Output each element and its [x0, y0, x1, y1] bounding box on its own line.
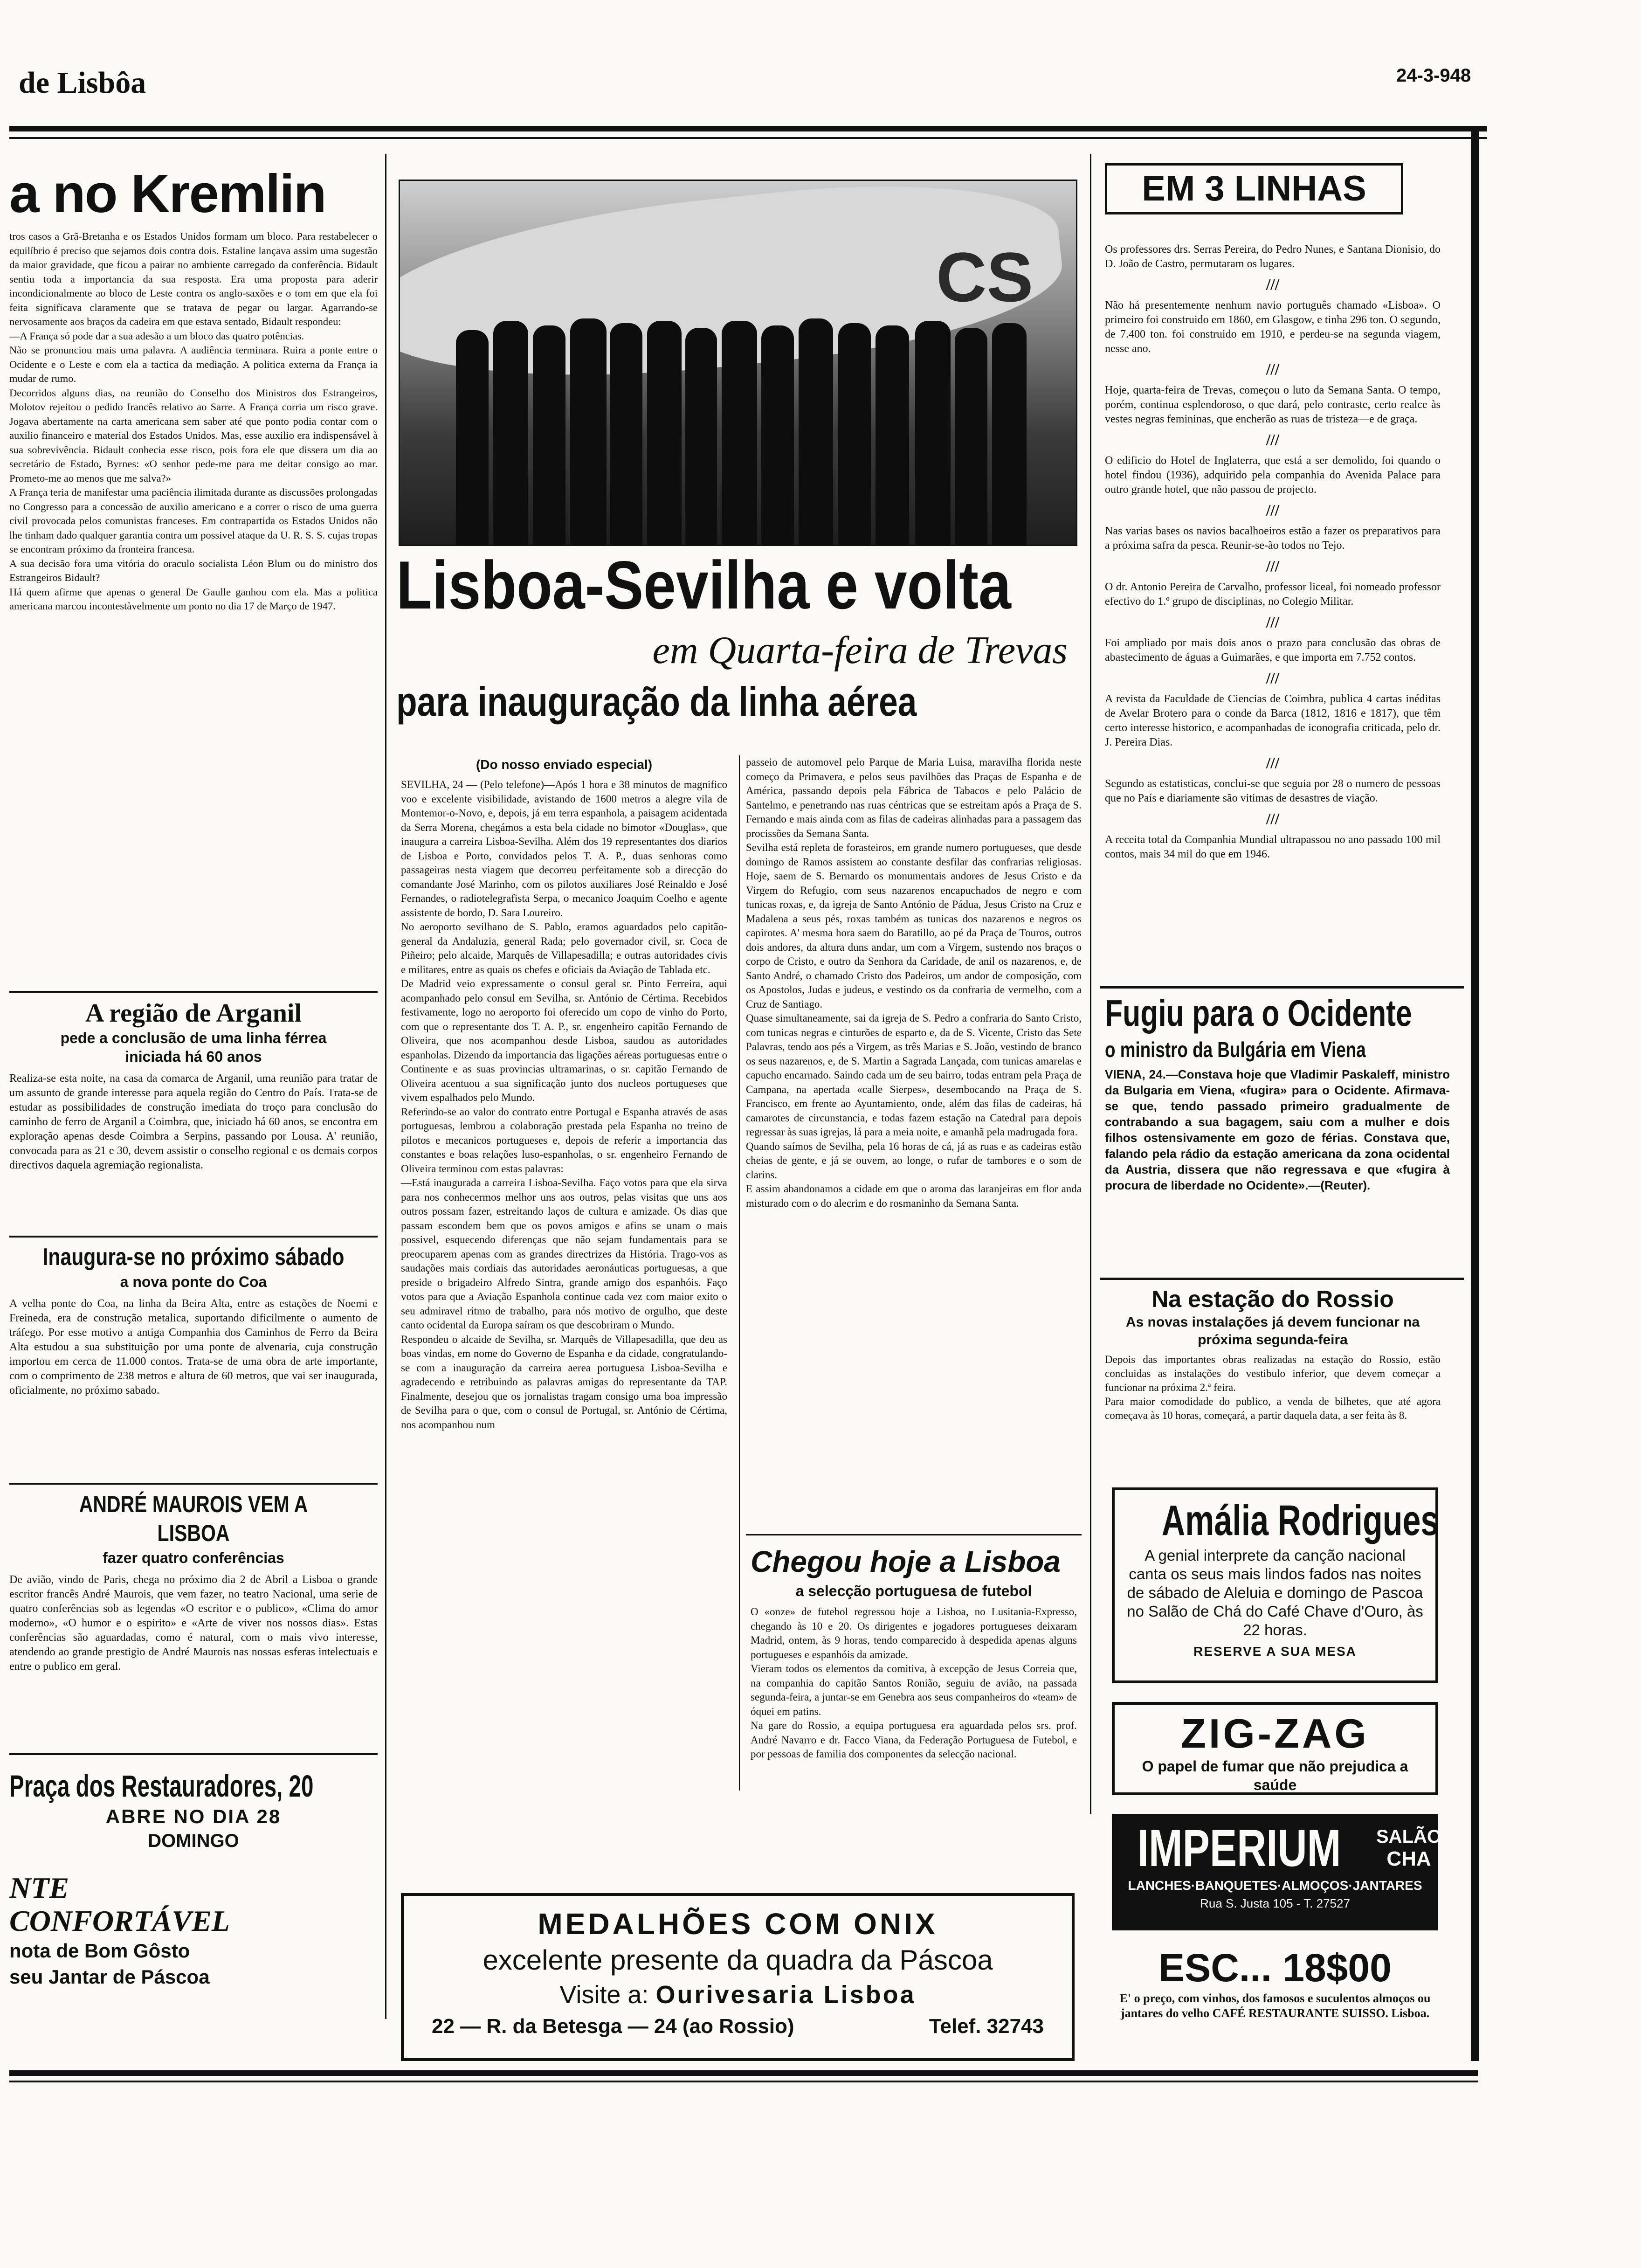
rossio-body: Depois das importantes obras realizadas na estação do Rossio, estão concluidas as instalações do vestibulo inferior, que devem começar a funcionar na próxima 2.ª feira. Para maior comodidade do publico, a venda de bilhetes, que até agora começava às 10 horas, começará, a partir daquela data, a ser feita às 8. — [1105, 1354, 1441, 1421]
right-edge-bar — [1471, 126, 1479, 2061]
chegou-article — [751, 1543, 1077, 1762]
divider — [746, 1534, 1082, 1535]
separator: /// — [1266, 810, 1280, 828]
amalia-title: Amália Rodrigues — [1161, 1497, 1439, 1544]
masthead-section: de Lisbôa — [19, 66, 146, 100]
esc-ad — [1112, 1944, 1438, 2021]
main-byline: (Do nosso enviado especial) — [476, 757, 653, 772]
restauradores-line7: seu Jantar de Páscoa — [9, 1966, 210, 1988]
em3linhas-item: Foi ampliado por mais dois anos o prazo para conclusão das obras de abastecimento de águas a Guimarães, e que importa em 7.752 contos. — [1105, 637, 1441, 664]
main-title: Lisboa-Sevilha e volta — [396, 547, 1011, 623]
main-subhead-italic: em Quarta-feira de Trevas — [652, 629, 1068, 672]
chegou-headline: Chegou hoje a Lisboa — [751, 1545, 1061, 1578]
coa-headline: Inaugura-se no próximo sábado — [42, 1244, 345, 1271]
separator: /// — [1266, 431, 1280, 449]
em3linhas-list — [1105, 242, 1441, 862]
zigzag-ad — [1112, 1702, 1438, 1795]
imperium-ad — [1112, 1814, 1441, 1930]
medalhoes-shop-name: Ourivesaria Lisboa — [655, 1981, 916, 2009]
kremlin-headline: a no Kremlin — [9, 163, 326, 224]
separator: /// — [1266, 276, 1280, 293]
em3linhas-item: Os professores drs. Serras Pereira, do Pedro Nunes, e Santana Dionisio, do D. João de Castro, permutaram os lugares. — [1105, 243, 1441, 270]
coa-subhead: a nova ponte do Coa — [120, 1273, 267, 1290]
rossio-subhead: As novas instalações já devem funcionar na próxima segunda-feira — [1125, 1314, 1420, 1348]
divider — [9, 1753, 378, 1755]
amalia-body: A genial interprete da canção nacional canta os seus mais lindos fados nas noites de sábado de Aleluia e domingo de Pascoa no Salão de Chá do Café Chave d'Ouro, às 22 horas. — [1127, 1547, 1423, 1639]
arganil-body: Realiza-se esta noite, na casa da comarca de Arganil, uma reunião para tratar de um assunto de grande interesse para aquela região do Centro do País. Trata-se de estudar as possibilidades de construção imediata do troço para conclusão do caminho de ferro de Arganil a Coimbra, que, iniciado há 60 anos, se encontra em exploração apenas desde Coimbra a Serpins, passando por Lousa. A' reunião, convocada para as 21 e 30, devem assistir o conselho regional e os demais corpos directivos daquela agremiação regionalista. — [9, 1072, 378, 1171]
medalhoes-title: MEDALHÕES COM ONIX — [538, 1907, 938, 1941]
restauradores-opening: ABRE NO DIA 28 — [105, 1805, 282, 1827]
bottom-rule-thin — [9, 2081, 1478, 2082]
separator: /// — [1266, 754, 1280, 772]
em3linhas-item: Nas varias bases os navios bacalhoeiros estão a fazer os preparativos para a próxima safra da pesca. Reunir-se-ão todos no Tejo. — [1105, 525, 1441, 552]
restauradores-title: Praça dos Restauradores, 20 — [9, 1769, 314, 1803]
separator: /// — [1266, 614, 1280, 631]
restauradores-line5: CONFORTÁVEL — [9, 1904, 230, 1937]
chegou-body: O «onze» de futebol regressou hoje a Lisboa, no Lusitania-Expresso, chegando às 10 e 20. Os dirigentes e jogadores portugueses deixaram Madrid, ontem, às 9 horas, tendo comparecido à despedida apenas alguns portugueses e espanhóis da amizade. Vieram todos os elementos da comitiva, à excepção de Jesus Correia que, na companhia do capitão Santos Ronião, seguiu de avião, na passada segunda-feira, a juntar-se em Genebra aos seus companheiros do «team» de óquei em patins. Na gare do Rossio, a equipa portuguesa era aguardada pelos srs. prof. André Navarro e dr. Facco Viana, da Federação Portuguesa de Futebol, e por pessoas de familia dos componentes da selecção nacional. — [751, 1606, 1077, 1760]
zigzag-title: ZIG-ZAG — [1181, 1710, 1369, 1756]
aircraft-marking: CS — [936, 238, 1034, 316]
rossio-headline: Na estação do Rossio — [1151, 1286, 1394, 1312]
esc-title: ESC... 18$00 — [1158, 1946, 1392, 1990]
amalia-footer: RESERVE A SUA MESA — [1193, 1644, 1357, 1659]
divider — [9, 1483, 378, 1485]
column-rule — [385, 154, 386, 2019]
coa-article — [9, 1243, 378, 1398]
fugiu-article — [1105, 991, 1450, 1193]
em3linhas-item: Segundo as estatisticas, conclui-se que seguia por 28 o numero de pessoas que no País e diariamente são vitimas de desastres de viação. — [1105, 778, 1441, 804]
imperium-services: LANCHES·BANQUETES·ALMOÇOS·JANTARES — [1128, 1878, 1422, 1893]
fugiu-body: VIENA, 24.—Constava hoje que Vladimir Paskaleff, ministro da Bulgaria em Viena, «fugira» para o Ocidente. Afirmava-se que, tendo passado primeiro gradualmente de contrabando a sua bagagem, saiu com a mulher e dois filhos ostensivamente em gozo de férias. Constava que, falando pela rádio da estação americana da zona ocidental da Austria, dissera que não regressava e que «fugira à procura de liberdade no Ocidente».—(Reuter). — [1105, 1067, 1450, 1192]
fugiu-headline: Fugiu para o Ocidente — [1105, 992, 1412, 1034]
main-article — [401, 755, 1082, 1432]
em3linhas-item: A revista da Faculdade de Ciencias de Coimbra, publica 4 cartas inéditas de Avelar Brotero para o conde da Barca (1812, 1816 e 1817), que têm certo interesse historico, e acompanhadas de iconografia criticada, pelo dr. J. Pereira Dias. — [1105, 693, 1441, 748]
top-rule — [9, 126, 1487, 131]
rossio-article — [1105, 1285, 1441, 1423]
arganil-headline: A região de Arganil — [85, 999, 302, 1028]
divider — [1100, 986, 1464, 989]
restauradores-ad — [9, 1767, 378, 1990]
medalhoes-visit — [432, 1978, 1044, 2012]
maurois-article — [9, 1490, 378, 1674]
medalhoes-tagline: excelente presente da quadra da Páscoa — [483, 1944, 993, 1976]
em3linhas-title-box — [1105, 163, 1403, 214]
em3linhas-item: A receita total da Companhia Mundial ultrapassou no ano passado 100 mil contos, mais 34 mil do que em 1946. — [1105, 834, 1441, 860]
aircraft-photo — [399, 180, 1077, 546]
em3linhas-item: Hoje, quarta-feira de Trevas, começou o luto da Semana Santa. O tempo, porém, continua esplendoroso, o que dará, pelo contraste, certo realce às vestes negras femininas, que encherão as ruas de tristeza—e de graça. — [1105, 384, 1441, 425]
medalhoes-visit-label: Visite a: — [559, 1981, 649, 2009]
coa-body: A velha ponte do Coa, na linha da Beira Alta, entre as estações de Noemi e Freineda, era de construção metalica, suportando dificilmente o aumento de tráfego. Por esse motivo a antiga Companhia dos Caminhos de Ferro da Beira Alta estudou a sua substituição por uma ponte de alvenaria, cuja construção importou em cerca de 11.000 contos. Trata-se de uma obra de arte importante, com o comprimento de 238 metros e altura de 60 metros, que vai ser inaugurada, oficialmente, no próximo sabado. — [9, 1298, 378, 1397]
masthead-date: 24-3-948 — [1396, 65, 1471, 86]
separator: /// — [1266, 361, 1280, 378]
kremlin-article — [9, 163, 378, 614]
medalhoes-address: 22 — R. da Betesga — 24 (ao Rossio) — [432, 2015, 794, 2038]
imperium-salao: SALÃO — [1376, 1826, 1441, 1847]
medalhoes-phone: Telef. 32743 — [929, 2015, 1044, 2038]
restauradores-line4: NTE — [9, 1871, 69, 1904]
imperium-address: Rua S. Justa 105 - T. 27527 — [1200, 1896, 1350, 1910]
chegou-subhead: a selecção portuguesa de futebol — [795, 1583, 1032, 1599]
column-rule — [1090, 154, 1091, 1814]
em3linhas-title: EM 3 LINHAS — [1142, 169, 1366, 208]
top-rule-thin — [9, 137, 1487, 139]
separator: /// — [1266, 558, 1280, 575]
main-subhead-bold: para inauguração da linha aérea — [396, 678, 917, 725]
em3linhas-item: O edificio do Hotel de Inglaterra, que está a ser demolido, foi quando o hotel findou (1936), adquirido pela companhia do Avenida Palace para outro grande hotel, que não passou de projecto. — [1105, 455, 1441, 496]
main-body-col1: SEVILHA, 24 — (Pelo telefone)—Após 1 hora e 38 minutos de magnifico voo e excelente visibilidade, avistando de 1600 metros a alegre vila de Montemor-o-Novo, e, depois, já em terra espanhola, a paisagem acidentada da Serra Morena, chegámos a esta bela cidade no bimotor «Douglas», que inaugura a carreira Lisboa-Sevilha. Além dos 19 representantes dos diarios de Lisboa e Porto, convidados pelos T. A. P., duas senhoras como passageiras nesta viagem que decorreu perfeitamente sob a direcção do comandante José Marinho, com os pilotos auxiliares José Reinaldo e José Fernandes, o radiotelegrafista Serpa, o mecanico Joaquim Coelho e agente assistente de bordo, D. Sara Loureiro. No aeroporto sevilhano de S. Pablo, eramos aguardados pelo capitão-general da Andaluzia, general Rada; pelo governador civil, sr. Coca de Piñeiro; pelo alcaide, Marquês de Villapesadilla; e outras autoridades civis e militares, entre as quais os chefes e oficiais da Aviação de Tablada etc. De Madrid veio expressamente o consul geral sr. Pinto Ferreira, aqui acompanhado pelo consul em Sevilha, sr. António de Cértima. Recebidos festivamente, logo no aeroporto foi oferecido um copo de vinho do Porto, com que o representante dos T. A. P., sr. engenheiro capitão Fernando de Oliveira, que nos acompanhou desde Lisboa, saudou as autoridades espanholas. Dizendo da importancia das ligações aéreas portuguesas entre o Continente e as suas provincias ultramarinas, o sr. capitão Fernando de Oliveira acentuou a sua significação junto dos nucleos portugueses que vivem espalhados pelo Mundo. Referindo-se ao valor do contrato entre Portugal e Espanha através de asas portuguesas, lembrou a colaboração prestada pela Espanha no treino de pilotos e mecanicos portugueses e, depois de referir a importancia das constantes e boas relações luso-espanholas, o sr. engenheiro Fernando de Oliveira terminou com estas palavras: —Está inaugurada a carreira Lisboa-Sevilha. Faço votos para que ela sirva para nos conhecermos melhor uns aos outros, pelas visitas que uns aos outros possam fazer, estreitando laços de cultura e amizade. Os dias que passam escondem bem que os povos amigos e afins se unam o mais possivel, esquecendo diferenças que não sejam fundamentais para se preocuparem apenas com as grandes directrizes da História. Trago-vos as saudações mais cordiais das autoridades aeronáuticas portuguesas, a que preside o brigadeiro Alfredo Sintra, grande amigo dos espanhóis. Faço votos para que a Aviação Espanhola continue cada vez com maior exito o seu admiravel ritmo de trabalho, para nós motivo de orgulho, que deste canto ocidental da Europa saíram os que descobriram o Mundo. Respondeu o alcaide de Sevilha, sr. Marquês de Villapesadilla, que deu as boas vindas, em nome do Governo de Espanha e da cidade, congratulando-se com a inauguração da carreira aerea portuguesa Lisboa-Sevilha e agradecendo e retribuindo as palavras amigas do representante da TAP. Finalmente, desejou que os jornalistas tragam consigo uma boa impressão de Sevilha para o que, com o consul de Portugal, sr. António de Cértima, nos acompanhou num — [401, 779, 727, 1431]
maurois-headline: ANDRÉ MAUROIS VEM A LISBOA — [79, 1491, 308, 1546]
fugiu-subhead: o ministro da Bulgária em Viena — [1105, 1037, 1366, 1062]
restauradores-line6: nota de Bom Gôsto — [9, 1940, 190, 1962]
divider — [9, 1236, 378, 1238]
esc-body: E' o preço, com vinhos, dos famosos e suculentos almoços ou jantares do velho CAFÉ RESTAURANTE SUISSO. Lisboa. — [1119, 1991, 1431, 2020]
restauradores-day: DOMINGO — [148, 1831, 239, 1851]
arganil-article — [9, 998, 378, 1173]
em3linhas-item: O dr. Antonio Pereira de Carvalho, professor liceal, foi nomeado professor efectivo do 1.º grupo de disciplinas, no Colegio Militar. — [1105, 581, 1441, 608]
zigzag-body: O papel de fumar que não prejudica a saúde — [1142, 1758, 1408, 1793]
em3linhas-item: Não há presentemente nenhum navio português chamado «Lisboa». O primeiro foi construido em 1860, em Glasgow, e tinha 296 ton. O segundo, de 7.400 ton. foi construido em 1910, e perdeu-se na segunda viagem, nesse ano. — [1105, 299, 1441, 355]
imperium-title: IMPERIUM — [1137, 1819, 1341, 1877]
main-headline — [396, 546, 1086, 727]
main-body-col2: passeio de automovel pelo Parque de Maria Luisa, maravilha florida neste começo da Primavera, e pelos seus pavilhões das Praças de Espanha e de América, passando depois pela Fábrica de Tabacos e pelo Palácio de Santelmo, e penetrando nas ruas céntricas que se estreitam após a Praça de S. Fernando e mais ainda com as filas de cadeiras alinhadas para a passagem das procissões da Semana Santa. Sevilha está repleta de forasteiros, em grande numero portugueses, que desde domingo de Ramos assistem ao constante desfilar das confrarias religiosas. Hoje, saem de S. Bernardo os monumentais andores de Jesus Cristo e da Virgem do Refugio, com seus nazarenos encapuchados de negro e com tunicas roxas, e, da igreja de Santo António de Pádua, Jesus Cristo na Cruz e Madalena a seus pés, roxas também as tunicas dos nazarenos e negros os capirotes. A' mesma hora saem do Baratillo, ao pé da Praça de Touros, outros dois andores, da altura duns andar, um com a Virgem, sustendo nos braços o corpo de Cristo, e outro da Senhora da Caridade, de anil os nazarenos, e, de Santo André, o chamado Cristo dos Padeiros, um andor de composição, com os Apostolos, Judas e judeus, e vestindo os da confraria de vermelho, com a Cruz de Santiago. Quase simultaneamente, sai da igreja de S. Pedro a confraria do Santo Cristo, com tunicas negras e cinturões de esparto e, da de S. Vicente, Cristo das Sete Palavras, tendo aos pés a Virgem, as três Marias e S. João, vestindo de branco os seus nazarenos, e, de S. Martin a Sagrada Lançada, com tunicas amarelas e capucho encarnado. Saindo cada um de seu bairro, todas entram pela Praça de Campana, na apertada «calle Sierpes», desembocando na Praça de S. Francisco, em frente ao Ayuntamiento, onde, além das filas de cadeiras, há camarotes de circunstancia, e todas fazem estação na Catedral para depois regressar às suas igrejas, lá para a meia noite, e amanhã pela madrugada fora. Quando saímos de Sevilha, pela 16 horas de cá, já as ruas e as cadeiras estão cheias de gente, e já se ouvem, ao longe, o rufar de tambores e o som de clarins. E assim abandonamos a cidade em que o aroma das laranjeiras em flor anda misturado com o do alecrim e do rosmaninho da Semana Santa. — [746, 756, 1082, 1209]
arganil-subhead: pede a conclusão de uma linha férrea iniciada há 60 anos — [60, 1030, 327, 1065]
separator: /// — [1266, 502, 1280, 519]
imperium-cha: CHA — [1386, 1847, 1431, 1870]
separator: /// — [1266, 670, 1280, 687]
maurois-body: De avião, vindo de Paris, chega no próximo dia 2 de Abril a Lisboa o grande escritor francês André Maurois, que vem fazer, no teatro Nacional, uma serie de quatro conferências sob as legendas «O escritor e o publico», «Clima do amor moderno», «O humor e o espirito» e «Arte de viver nos nossos dias». Estas conferências são aguardadas, como é natural, com o mais vivo interesse, atendendo ao grande prestigio de André Maurois nas nossas esferas intelectuais e entre o publico em geral. — [9, 1574, 378, 1673]
medalhoes-ad — [401, 1893, 1075, 2061]
divider — [9, 991, 378, 993]
divider — [1100, 1278, 1464, 1280]
amalia-ad — [1112, 1487, 1438, 1683]
bottom-rule — [9, 2070, 1478, 2076]
maurois-subhead: fazer quatro conferências — [103, 1549, 284, 1566]
kremlin-body: tros casos a Grã-Bretanha e os Estados Unidos formam um bloco. Para restabelecer o equilíbrio é preciso que sejamos dois contra dois. Estaline lançava assim uma sugestão da maior gravidade, que ficou a pairar no ambiente carregado da conferência. Bidault sentiu toda a importancia da sua resposta. Era uma proposta para aderir incondicionalmente ao bloco de Leste contra os anglo-saxões e o tom em que ela foi feita significava claramente que se tratava de pegar ou largar. Agarrando-se nervosamente aos braços da cadeira em que estava sentado, Bidault respondeu: —A França só pode dar a sua adesão a um bloco das quatro potências. Não se pronunciou mais uma palavra. A audiência terminara. Ruira a ponte entre o Ocidente e o Leste e com ela a tactica da mediação. A politica externa da França ia mudar de rumo. Decorridos alguns dias, na reunião do Conselho dos Ministros dos Estrangeiros, Molotov rejeitou o pedido francês relativo ao Sarre. A França corria um risco grave. Jogava abertamente na carta americana sem saber até que ponto podia contar com o auxilio financeiro e material dos Estados Unidos. Mas, esse auxilio era indispensável à sua sobrevivência. Bidault conhecia esse risco, pois fora ele que dissera um dia ao secretário de Estado, Byrnes: «O senhor pede-me para me deitar consigo ao mar. Prometo-me ao menos que me salva?» A França teria de manifestar uma paciência ilimitada durante as discussões prolongadas no Congresso para a concessão de auxilio americano e a correr o risco de uma guerra civil provocada pelos comunistas franceses. Em contrapartida os Estados Unidos não lhe tinham dado qualquer garantia contra um possivel ataque da U. R. S. S. cujas tropas se encontram próximo da fronteira francesa. A sua decisão fora uma vitória do oraculo socialista Léon Blum ou do ministro dos Estrangeiros Bidault? Há quem afirme que apenas o general De Gaulle ganhou com ela. Mas a politica americana marcou incontestàvelmente um ponto no dia 17 de Março de 1947. — [9, 230, 378, 612]
